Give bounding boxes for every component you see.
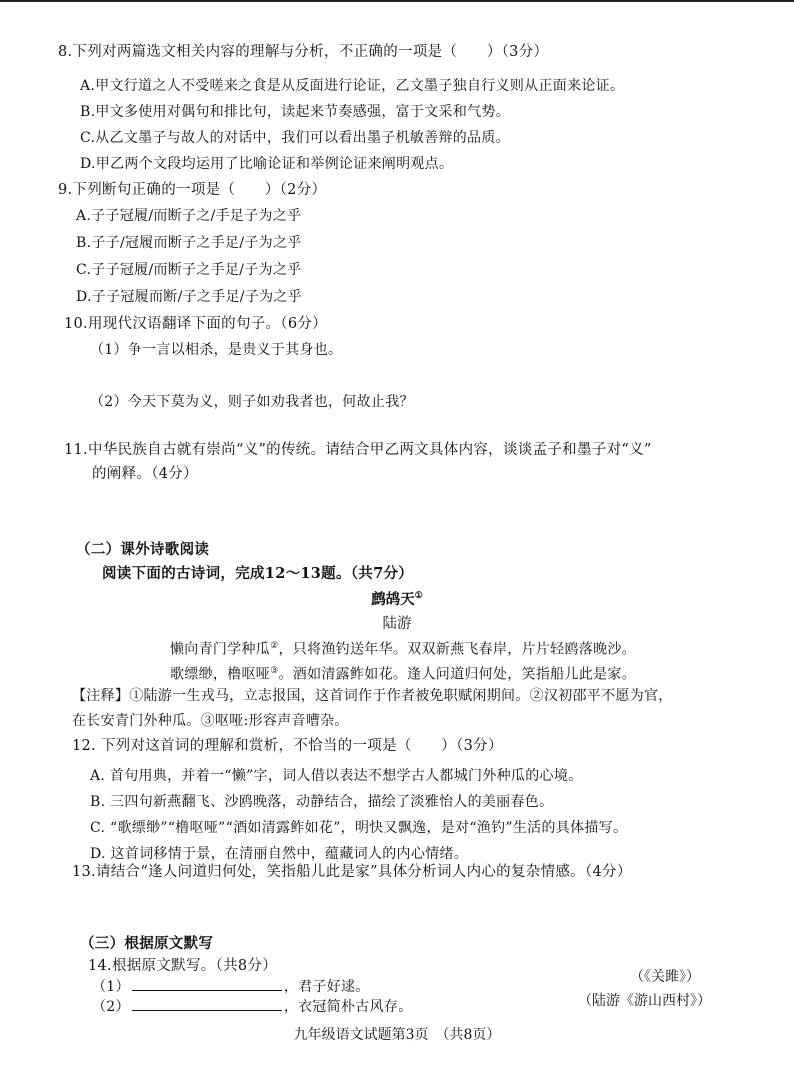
q14-stem: 14.根据原文默写。（共8分） — [88, 958, 278, 974]
q8-option-a: A.甲文行道之人不受嗟来之食是从反面进行论证，乙文墨子独自行义则从正面来论证。 — [80, 78, 625, 94]
poem-title — [0, 588, 794, 609]
q14-item-2-blank[interactable] — [132, 996, 282, 1011]
poem-note-mark: ① — [414, 591, 423, 602]
poem-line-1-b: ，只将渔钓送年华。双双新燕飞春岸，片片轻鸥落晚沙。 — [278, 641, 636, 658]
q14-item-1-source: （《关雎》） — [630, 969, 700, 985]
q9-option-b: B.子子/冠履而断子之手足/子为之乎 — [76, 235, 302, 251]
q10-stem: 10.用现代汉语翻译下面的句子。（6分） — [64, 316, 328, 332]
q14-item-2 — [92, 996, 413, 1017]
poem-line-1-a: 懒向青门学种瓜 — [170, 641, 271, 658]
q14-item-1-text: ，君子好逑。 — [283, 979, 370, 995]
poem-line-2-mark: ③ — [270, 666, 279, 676]
poem-title-text: 鹧鸪天 — [371, 591, 415, 608]
poem-line-1-mark: ② — [270, 641, 279, 651]
q12-option-b: B. 三四句新燕翻飞、沙鸥晚落，动静结合，描绘了淡雅怡人的美丽春色。 — [90, 794, 554, 810]
q8-option-b: B.甲文多使用对偶句和排比句，读起来节奏感强，富于文采和气势。 — [80, 104, 511, 120]
q11-stem-line2: 的阐释。（4分） — [92, 466, 198, 482]
q12-option-d: D. 这首词移情于景，在清丽自然中，蕴藏词人的内心情绪。 — [90, 846, 469, 862]
q12-option-c: C. “歌缥缈”“橹呕哑”“酒如清露鲊如花”，明快又飘逸，是对“渔钓”生活的具体描写。 — [90, 820, 628, 836]
top-border — [0, 0, 794, 2]
q14-item-2-text: ，衣冠简朴古风存。 — [283, 999, 413, 1015]
poem-notes-line1: 【注释】①陆游一生戎马，立志报国，这首词作于作者被免职赋闲期间。②汉初邵平不愿为官， — [72, 688, 673, 704]
q13-stem: 13.请结合“逢人问道归何处，笑指船儿此是家”具体分析词人内心的复杂情感。（4分） — [72, 864, 632, 880]
page-footer: 九年级语文试题第3页 （共8页） — [293, 1027, 501, 1043]
q10-item-2: （2）今天下莫为义，则子如劝我者也，何故止我？ — [90, 394, 414, 410]
section2-heading: （二）课外诗歌阅读 — [76, 541, 210, 558]
q14-item-2-source: （陆游《游山西村》） — [578, 993, 711, 1009]
section3-heading: （三）根据原文默写 — [80, 935, 214, 952]
section2-instruction: 阅读下面的古诗词，完成12～13题。（共7分） — [102, 565, 414, 582]
poem-line-2-b: 。酒如清露鲊如花。逢人问道归何处，笑指船儿此是家。 — [278, 666, 636, 683]
q9-option-c: C.子子冠履/而断子之手足/子为之乎 — [76, 262, 302, 278]
q12-stem: 12. 下列对这首词的理解和赏析，不恰当的一项是（ ）（3分） — [72, 738, 503, 754]
poem-line-2 — [170, 661, 636, 685]
q9-option-d: D.子子冠履而断/子之手足/子为之乎 — [76, 289, 303, 305]
poem-notes-line2: 在长安青门外种瓜。③呕哑:形容声音嘈杂。 — [72, 713, 349, 729]
q9-option-a: A.子子冠履/而断子之/手足子为之乎 — [76, 208, 302, 224]
poem-line-1 — [170, 636, 636, 660]
q14-item-1-blank[interactable] — [132, 976, 282, 991]
q14-item-1-number: （1） — [92, 979, 130, 995]
q12-option-a: A. 首句用典，并着一“懒”字，词人借以表达不想学古人都城门外种瓜的心境。 — [90, 768, 583, 784]
q8-stem: 8.下列对两篇选文相关内容的理解与分析，不正确的一项是（ ）（3分） — [58, 44, 549, 60]
q9-stem: 9.下列断句正确的一项是（ ）（2分） — [58, 182, 327, 198]
q11-stem-line1: 11.中华民族自古就有崇尚“义”的传统。请结合甲乙两文具体内容，谈谈孟子和墨子对“义” — [64, 442, 652, 458]
q8-option-c: C.从乙文墨子与故人的对话中，我们可以看出墨子机敏善辩的品质。 — [80, 130, 510, 146]
q14-item-2-number: （2） — [92, 999, 130, 1015]
q8-option-d: D.甲乙两个文段均运用了比喻论证和举例论证来阐明观点。 — [80, 156, 454, 172]
poem-line-2-a: 歌缥缈，橹呕哑 — [170, 666, 271, 683]
poet: 陆游 — [382, 616, 412, 632]
q14-item-1 — [92, 976, 370, 997]
q10-item-1: （1）争一言以相杀，是贵义于其身也。 — [90, 342, 343, 358]
